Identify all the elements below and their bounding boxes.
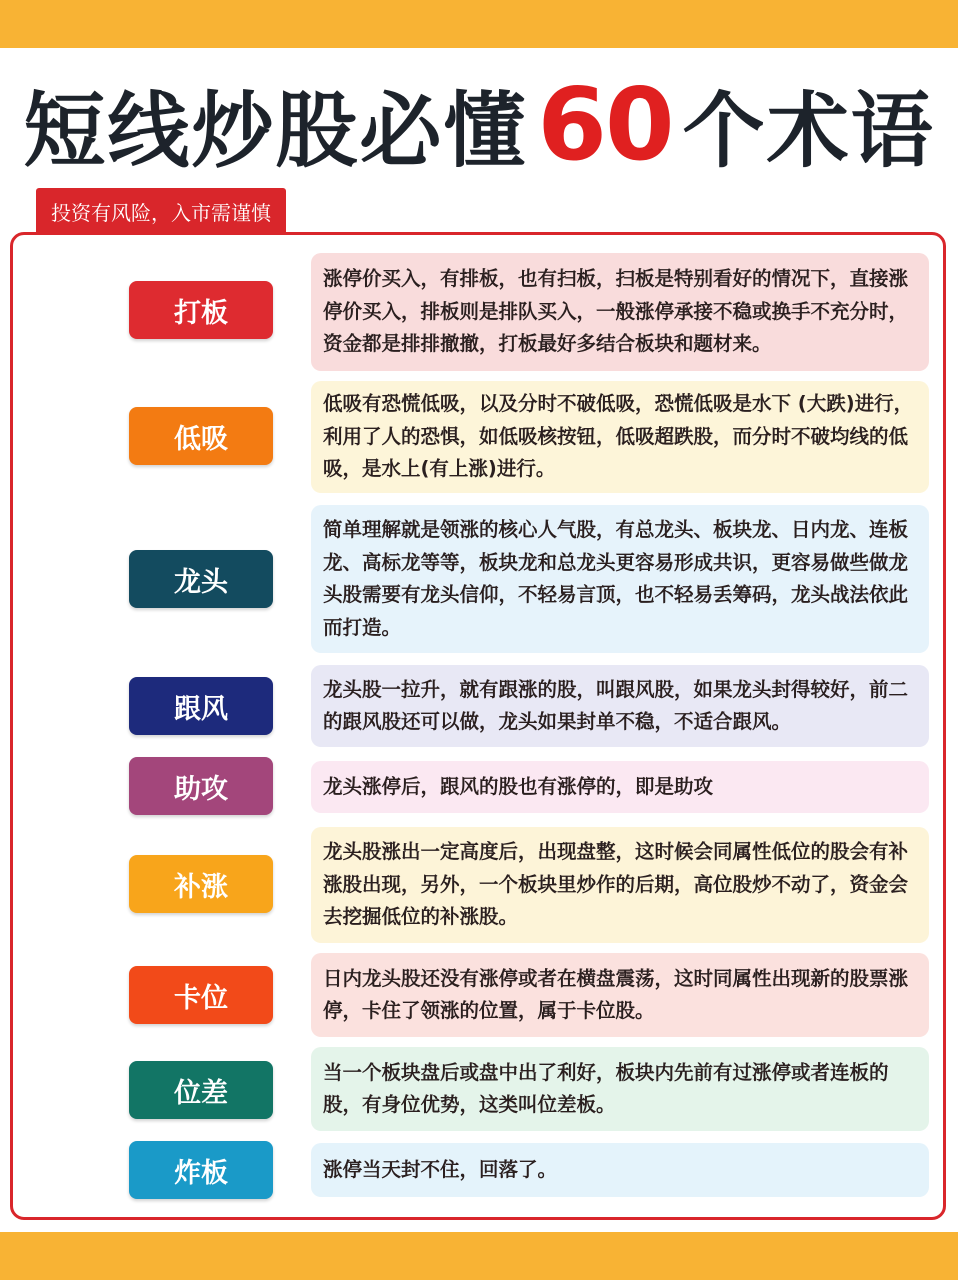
term-name: 位差 <box>174 1077 228 1109</box>
term-row-kawei <box>13 953 943 1037</box>
title-part2: 个术语 <box>682 83 935 179</box>
term-row-dixi <box>13 381 943 493</box>
term-label <box>129 1141 273 1199</box>
term-description-text: 涨停价买入，有排板，也有扫板，扫板是特别看好的情况下，直接涨停价买入，排板则是排队买入，一般涨停承接不稳或换手不充分时，资金都是排排撤撤，打板最好多结合板块和题材来。 <box>323 267 909 356</box>
term-description <box>311 665 929 747</box>
term-name: 炸板 <box>174 1157 228 1189</box>
term-description-text: 涨停当天封不住，回落了。 <box>323 1157 558 1181</box>
term-label <box>129 281 273 339</box>
term-row-daban <box>13 253 943 371</box>
term-name: 卡位 <box>174 982 228 1014</box>
term-row-genfeng <box>13 665 943 747</box>
term-description-text: 简单理解就是领涨的核心人气股，有总龙头、板块龙、日内龙、连板龙、高标龙等等，板块龙和总龙头更容易形成共识，更容易做些做龙头股需要有龙头信仰，不轻易言顶，也不轻易丢筹码，龙头战法依此而打造。 <box>323 518 909 639</box>
term-row-weicha <box>13 1047 943 1131</box>
term-description <box>311 253 929 371</box>
term-row-longtou <box>13 505 943 653</box>
term-label <box>129 966 273 1024</box>
term-name: 打板 <box>174 297 228 329</box>
term-description <box>311 953 929 1037</box>
term-name: 补涨 <box>174 871 228 903</box>
term-label <box>129 550 273 608</box>
term-row-zhaban <box>13 1143 943 1197</box>
term-description <box>311 761 929 813</box>
term-description <box>311 1143 929 1197</box>
term-name: 低吸 <box>174 423 228 455</box>
term-label <box>129 855 273 913</box>
term-description <box>311 1047 929 1131</box>
term-label <box>129 407 273 465</box>
term-name: 龙头 <box>174 566 228 598</box>
term-label <box>129 677 273 735</box>
title-part1: 短线炒股必懂 <box>23 83 528 179</box>
term-description-text: 日内龙头股还没有涨停或者在横盘震荡，这时同属性出现新的股票涨停，卡住了领涨的位置，属于卡位股。 <box>323 966 909 1022</box>
top-band <box>0 0 958 48</box>
term-description-text: 当一个板块盘后或盘中出了利好，板块内先前有过涨停或者连板的股，有身位优势，这类叫位差板。 <box>323 1060 889 1116</box>
term-name: 助攻 <box>174 773 228 805</box>
term-description <box>311 381 929 493</box>
term-row-zhugong <box>13 761 943 813</box>
term-label <box>129 1061 273 1119</box>
term-description-text: 龙头股涨出一定高度后，出现盘整，这时候会同属性低位的股会有补涨股出现，另外，一个板块里炒作的后期，高位股炒不动了，资金会去挖掘低位的补涨股。 <box>323 840 909 929</box>
term-description-text: 低吸有恐慌低吸，以及分时不破低吸，恐慌低吸是水下 (大跌)进行，利用了人的恐惧，如低吸核按钮，低吸超跌股，而分时不破均线的低吸，是水上(有上涨)进行。 <box>323 392 914 481</box>
term-description-text: 龙头股一拉升，就有跟涨的股，叫跟风股，如果龙头封得较好，前二的跟风股还可以做，龙头如果封单不稳，不适合跟风。 <box>323 677 909 733</box>
term-description <box>311 505 929 653</box>
title-number: 60 <box>537 65 673 183</box>
risk-warning-badge: 投资有风险，入市需谨慎 <box>36 188 286 234</box>
page-title <box>0 64 958 184</box>
terms-frame <box>10 232 946 1220</box>
term-name: 跟风 <box>174 693 228 725</box>
term-label <box>129 757 273 815</box>
bottom-band <box>0 1232 958 1280</box>
term-description-text: 龙头涨停后，跟风的股也有涨停的，即是助攻 <box>323 774 714 798</box>
term-row-buzhang <box>13 827 943 943</box>
term-description <box>311 827 929 943</box>
